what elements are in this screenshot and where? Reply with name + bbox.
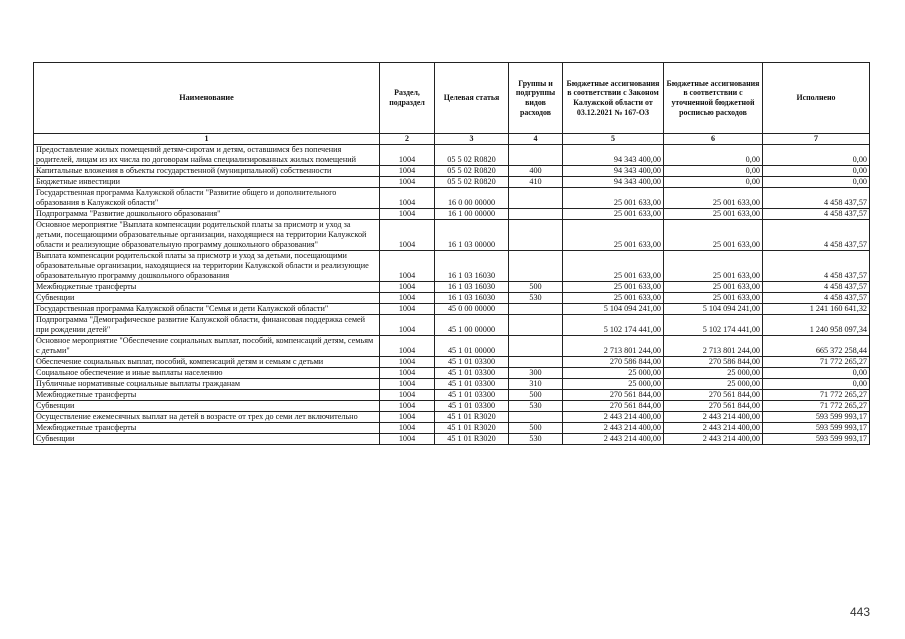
cell-group: 500 bbox=[509, 422, 563, 433]
cell-law: 25 000,00 bbox=[563, 378, 664, 389]
cell-refined: 270 586 844,00 bbox=[664, 356, 763, 367]
cell-name: Обеспечение социальных выплат, пособий, компенсаций детям и семьям с детьми bbox=[34, 356, 380, 367]
column-number: 5 bbox=[563, 134, 664, 145]
cell-refined: 2 713 801 244,00 bbox=[664, 335, 763, 356]
page-number: 443 bbox=[850, 605, 871, 619]
cell-group: 530 bbox=[509, 400, 563, 411]
cell-target: 45 1 01 00000 bbox=[435, 335, 509, 356]
table-row bbox=[34, 314, 870, 335]
cell-refined: 0,00 bbox=[664, 144, 763, 165]
cell-law: 94 343 400,00 bbox=[563, 176, 664, 187]
cell-section: 1004 bbox=[380, 292, 435, 303]
table-row bbox=[34, 176, 870, 187]
cell-refined: 2 443 214 400,00 bbox=[664, 411, 763, 422]
cell-refined: 0,00 bbox=[664, 176, 763, 187]
cell-name: Межбюджетные трансферты bbox=[34, 389, 380, 400]
budget-table bbox=[33, 62, 870, 445]
cell-name: Субвенции bbox=[34, 433, 380, 444]
cell-section: 1004 bbox=[380, 314, 435, 335]
cell-section: 1004 bbox=[380, 422, 435, 433]
cell-executed: 1 241 160 641,32 bbox=[763, 303, 870, 314]
header-target: Целевая статья bbox=[435, 63, 509, 134]
cell-group bbox=[509, 250, 563, 281]
cell-group: 530 bbox=[509, 433, 563, 444]
cell-law: 270 561 844,00 bbox=[563, 400, 664, 411]
table-row bbox=[34, 400, 870, 411]
table-row bbox=[34, 219, 870, 250]
cell-law: 5 102 174 441,00 bbox=[563, 314, 664, 335]
cell-section: 1004 bbox=[380, 208, 435, 219]
cell-refined: 25 001 633,00 bbox=[664, 219, 763, 250]
cell-name: Государственная программа Калужской области "Семья и дети Калужской области" bbox=[34, 303, 380, 314]
cell-name: Капитальные вложения в объекты государственной (муниципальной) собственности bbox=[34, 165, 380, 176]
cell-target: 45 1 01 R3020 bbox=[435, 411, 509, 422]
cell-name: Социальное обеспечение и иные выплаты населению bbox=[34, 367, 380, 378]
cell-target: 45 1 01 03300 bbox=[435, 367, 509, 378]
cell-section: 1004 bbox=[380, 367, 435, 378]
header-name: Наименование bbox=[34, 63, 380, 134]
cell-section: 1004 bbox=[380, 219, 435, 250]
cell-law: 25 001 633,00 bbox=[563, 281, 664, 292]
table-row bbox=[34, 250, 870, 281]
cell-section: 1004 bbox=[380, 411, 435, 422]
cell-law: 25 000,00 bbox=[563, 367, 664, 378]
cell-group: 410 bbox=[509, 176, 563, 187]
cell-law: 94 343 400,00 bbox=[563, 144, 664, 165]
cell-section: 1004 bbox=[380, 165, 435, 176]
column-number: 1 bbox=[34, 134, 380, 145]
cell-law: 25 001 633,00 bbox=[563, 250, 664, 281]
cell-group: 300 bbox=[509, 367, 563, 378]
cell-refined: 25 000,00 bbox=[664, 367, 763, 378]
cell-section: 1004 bbox=[380, 303, 435, 314]
cell-target: 45 1 01 03300 bbox=[435, 400, 509, 411]
cell-executed: 593 599 993,17 bbox=[763, 411, 870, 422]
cell-target: 45 1 01 03300 bbox=[435, 356, 509, 367]
cell-name: Публичные нормативные социальные выплаты гражданам bbox=[34, 378, 380, 389]
cell-refined: 25 001 633,00 bbox=[664, 292, 763, 303]
cell-executed: 1 240 958 097,34 bbox=[763, 314, 870, 335]
table-row bbox=[34, 433, 870, 444]
cell-target: 45 1 01 03300 bbox=[435, 389, 509, 400]
table-row bbox=[34, 292, 870, 303]
cell-executed: 71 772 265,27 bbox=[763, 356, 870, 367]
table-row bbox=[34, 378, 870, 389]
cell-executed: 4 458 437,57 bbox=[763, 250, 870, 281]
cell-executed: 665 372 258,44 bbox=[763, 335, 870, 356]
cell-refined: 0,00 bbox=[664, 165, 763, 176]
cell-law: 25 001 633,00 bbox=[563, 187, 664, 208]
cell-law: 94 343 400,00 bbox=[563, 165, 664, 176]
cell-name: Подпрограмма "Развитие дошкольного образования" bbox=[34, 208, 380, 219]
column-number: 6 bbox=[664, 134, 763, 145]
header-law: Бюджетные ассигнования в соответствии с Законом Калужской области от 03.12.2021 № 167-ОЗ bbox=[563, 63, 664, 134]
cell-name: Межбюджетные трансферты bbox=[34, 281, 380, 292]
table-row bbox=[34, 356, 870, 367]
cell-group: 500 bbox=[509, 389, 563, 400]
cell-name: Основное мероприятие "Выплата компенсации родительской платы за присмотр и уход за детьми, посещающими образовательные организации, находящиеся на территории Калужской области и реализующие образовательную программу дошкольного образования" bbox=[34, 219, 380, 250]
cell-group bbox=[509, 411, 563, 422]
cell-group: 530 bbox=[509, 292, 563, 303]
table-row bbox=[34, 335, 870, 356]
table-row bbox=[34, 208, 870, 219]
cell-law: 2 443 214 400,00 bbox=[563, 433, 664, 444]
cell-name: Субвенции bbox=[34, 400, 380, 411]
cell-target: 16 1 03 16030 bbox=[435, 281, 509, 292]
cell-executed: 4 458 437,57 bbox=[763, 292, 870, 303]
cell-section: 1004 bbox=[380, 281, 435, 292]
cell-law: 2 443 214 400,00 bbox=[563, 411, 664, 422]
cell-name: Предоставление жилых помещений детям-сиротам и детям, оставшимся без попечения родителей, лицам из их числа по договорам найма специализированных жилых помещений bbox=[34, 144, 380, 165]
cell-section: 1004 bbox=[380, 187, 435, 208]
cell-target: 45 0 00 00000 bbox=[435, 303, 509, 314]
cell-law: 25 001 633,00 bbox=[563, 292, 664, 303]
cell-group bbox=[509, 314, 563, 335]
cell-group: 400 bbox=[509, 165, 563, 176]
cell-group bbox=[509, 356, 563, 367]
cell-target: 05 5 02 R0820 bbox=[435, 176, 509, 187]
cell-group: 310 bbox=[509, 378, 563, 389]
table-row bbox=[34, 367, 870, 378]
cell-executed: 0,00 bbox=[763, 165, 870, 176]
cell-executed: 4 458 437,57 bbox=[763, 281, 870, 292]
cell-refined: 5 104 094 241,00 bbox=[664, 303, 763, 314]
cell-executed: 4 458 437,57 bbox=[763, 187, 870, 208]
table-row bbox=[34, 411, 870, 422]
header-row bbox=[34, 63, 870, 134]
cell-section: 1004 bbox=[380, 400, 435, 411]
cell-section: 1004 bbox=[380, 389, 435, 400]
cell-target: 16 0 00 00000 bbox=[435, 187, 509, 208]
table-row bbox=[34, 422, 870, 433]
cell-section: 1004 bbox=[380, 335, 435, 356]
cell-group bbox=[509, 303, 563, 314]
cell-name: Субвенции bbox=[34, 292, 380, 303]
cell-law: 5 104 094 241,00 bbox=[563, 303, 664, 314]
cell-group bbox=[509, 187, 563, 208]
cell-name: Выплата компенсации родительской платы за присмотр и уход за детьми, посещающими образовательные организации, находящиеся на территории Калужской области и реализующие образовательную программу дошкольного образования bbox=[34, 250, 380, 281]
cell-name: Осуществление ежемесячных выплат на детей в возрасте от трех до семи лет включительно bbox=[34, 411, 380, 422]
cell-refined: 2 443 214 400,00 bbox=[664, 422, 763, 433]
cell-target: 45 1 01 R3020 bbox=[435, 433, 509, 444]
cell-target: 16 1 03 16030 bbox=[435, 292, 509, 303]
column-number: 7 bbox=[763, 134, 870, 145]
cell-section: 1004 bbox=[380, 378, 435, 389]
cell-name: Подпрограмма "Демографическое развитие Калужской области, финансовая поддержка семей при рождении детей" bbox=[34, 314, 380, 335]
cell-law: 25 001 633,00 bbox=[563, 219, 664, 250]
cell-section: 1004 bbox=[380, 176, 435, 187]
cell-target: 45 1 00 00000 bbox=[435, 314, 509, 335]
cell-name: Основное мероприятие "Обеспечение социальных выплат, пособий, компенсаций детям, семьям с детьми" bbox=[34, 335, 380, 356]
cell-section: 1004 bbox=[380, 144, 435, 165]
cell-target: 45 1 01 03300 bbox=[435, 378, 509, 389]
cell-executed: 0,00 bbox=[763, 144, 870, 165]
cell-executed: 593 599 993,17 bbox=[763, 422, 870, 433]
cell-group bbox=[509, 208, 563, 219]
cell-law: 270 586 844,00 bbox=[563, 356, 664, 367]
cell-group bbox=[509, 335, 563, 356]
column-number: 4 bbox=[509, 134, 563, 145]
cell-law: 25 001 633,00 bbox=[563, 208, 664, 219]
cell-law: 270 561 844,00 bbox=[563, 389, 664, 400]
cell-section: 1004 bbox=[380, 433, 435, 444]
cell-target: 45 1 01 R3020 bbox=[435, 422, 509, 433]
header-refined: Бюджетные ассигнования в соответствии с уточненной бюджетной росписью расходов bbox=[664, 63, 763, 134]
table-body bbox=[34, 144, 870, 444]
table-row bbox=[34, 187, 870, 208]
cell-group: 500 bbox=[509, 281, 563, 292]
table-row bbox=[34, 303, 870, 314]
table-row bbox=[34, 144, 870, 165]
cell-law: 2 443 214 400,00 bbox=[563, 422, 664, 433]
cell-executed: 71 772 265,27 bbox=[763, 400, 870, 411]
column-number: 2 bbox=[380, 134, 435, 145]
table-row bbox=[34, 389, 870, 400]
cell-executed: 4 458 437,57 bbox=[763, 208, 870, 219]
cell-name: Межбюджетные трансферты bbox=[34, 422, 380, 433]
cell-refined: 270 561 844,00 bbox=[664, 400, 763, 411]
header-groups: Группы и подгруппы видов расходов bbox=[509, 63, 563, 134]
cell-refined: 270 561 844,00 bbox=[664, 389, 763, 400]
cell-executed: 71 772 265,27 bbox=[763, 389, 870, 400]
cell-executed: 0,00 bbox=[763, 367, 870, 378]
cell-executed: 0,00 bbox=[763, 378, 870, 389]
cell-section: 1004 bbox=[380, 250, 435, 281]
cell-target: 05 5 02 R0820 bbox=[435, 165, 509, 176]
cell-refined: 25 001 633,00 bbox=[664, 187, 763, 208]
cell-executed: 593 599 993,17 bbox=[763, 433, 870, 444]
cell-section: 1004 bbox=[380, 356, 435, 367]
cell-refined: 2 443 214 400,00 bbox=[664, 433, 763, 444]
cell-executed: 4 458 437,57 bbox=[763, 219, 870, 250]
header-section: Раздел, подраздел bbox=[380, 63, 435, 134]
cell-target: 05 5 02 R0820 bbox=[435, 144, 509, 165]
cell-refined: 25 001 633,00 bbox=[664, 250, 763, 281]
cell-executed: 0,00 bbox=[763, 176, 870, 187]
table-row bbox=[34, 281, 870, 292]
column-number-row bbox=[34, 134, 870, 145]
header-executed: Исполнено bbox=[763, 63, 870, 134]
table-row bbox=[34, 165, 870, 176]
cell-law: 2 713 801 244,00 bbox=[563, 335, 664, 356]
cell-target: 16 1 00 00000 bbox=[435, 208, 509, 219]
cell-name: Бюджетные инвестиции bbox=[34, 176, 380, 187]
cell-group bbox=[509, 144, 563, 165]
cell-name: Государственная программа Калужской области "Развитие общего и дополнительного образования в Калужской области" bbox=[34, 187, 380, 208]
cell-target: 16 1 03 16030 bbox=[435, 250, 509, 281]
cell-refined: 25 000,00 bbox=[664, 378, 763, 389]
cell-target: 16 1 03 00000 bbox=[435, 219, 509, 250]
cell-refined: 5 102 174 441,00 bbox=[664, 314, 763, 335]
cell-refined: 25 001 633,00 bbox=[664, 208, 763, 219]
column-number: 3 bbox=[435, 134, 509, 145]
cell-group bbox=[509, 219, 563, 250]
cell-refined: 25 001 633,00 bbox=[664, 281, 763, 292]
